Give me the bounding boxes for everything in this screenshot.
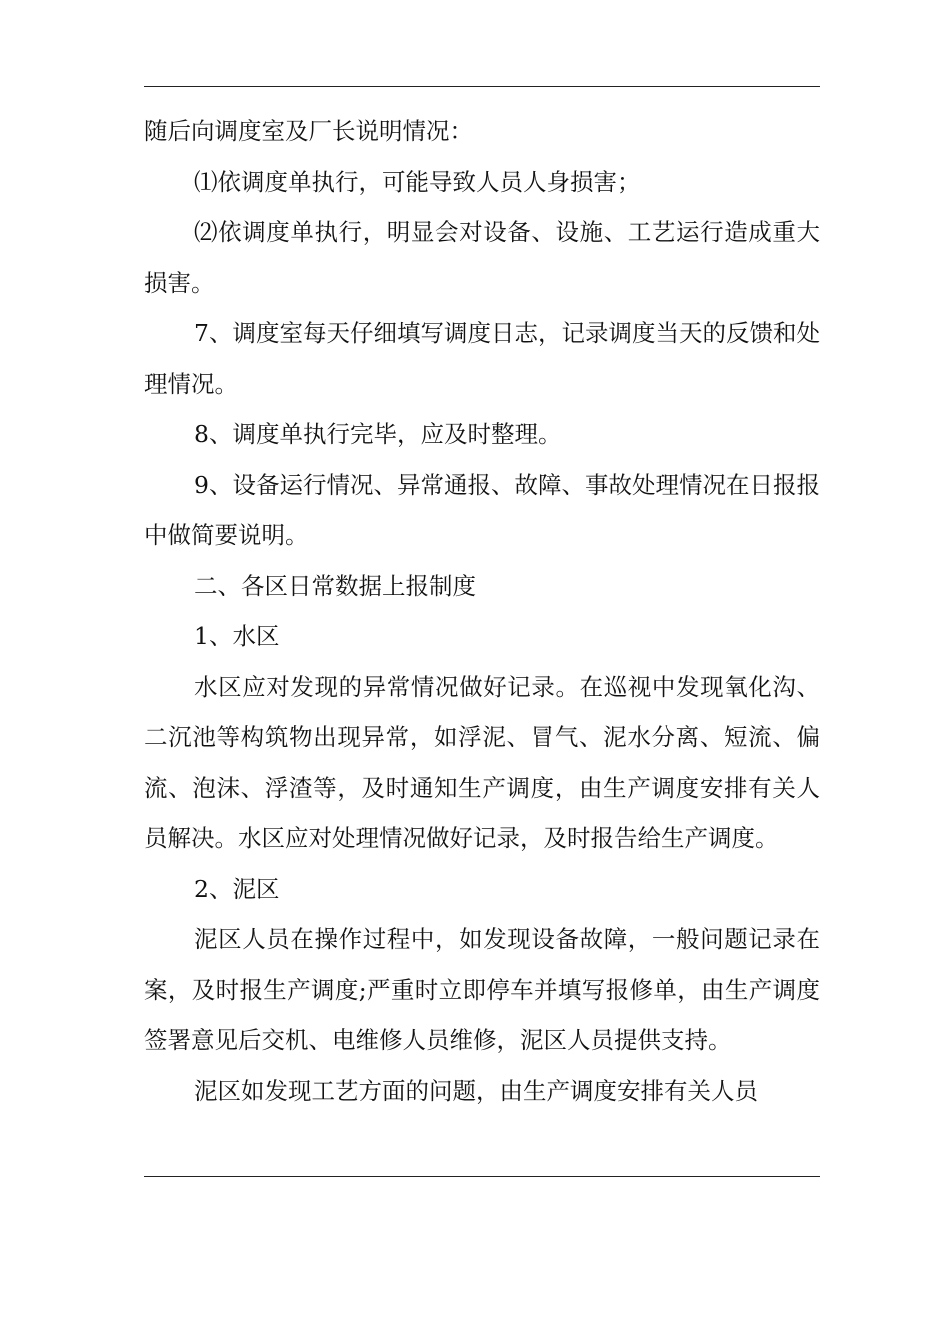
subsection-heading-water: 1、水区 (194, 622, 280, 650)
document-body (144, 106, 820, 1116)
paragraph-rule-8: 8、调度单执行完毕，应及时整理。 (194, 420, 562, 448)
footer-rule (144, 1176, 820, 1177)
subsection-heading-sludge: 2、泥区 (194, 874, 280, 903)
header-rule (144, 86, 820, 87)
paragraph-sludge-area: 泥区人员在操作过程中，如发现设备故障，一般问题记录在案，及时报生产调度;严重时立即停车并填写报修单，由生产调度签署意见后交机、电维修人员维修，泥区人员提供支持。 (144, 925, 820, 1054)
section-heading: 二、各区日常数据上报制度 (194, 571, 476, 600)
paragraph-item-1: ⑴依调度单执行，可能导致人员人身损害； (194, 167, 641, 196)
paragraph-rule-9: 9、设备运行情况、异常通报、故障、事故处理情况在日报报中做简要说明。 (144, 470, 820, 549)
paragraph-water-area: 水区应对发现的异常情况做好记录。在巡视中发现氧化沟、二沉池等构筑物出现异常，如浮泥、冒气、泥水分离、短流、偏流、泡沫、浮渣等，及时通知生产调度，由生产调度安排有关人员解决。水区应对处理情况做好记录，及时报告给生产调度。 (144, 672, 820, 852)
paragraph-sludge-process: 泥区如发现工艺方面的问题，由生产调度安排有关人员 (194, 1076, 758, 1105)
paragraph-item-2: ⑵依调度单执行，明显会对设备、设施、工艺运行造成重大损害。 (144, 218, 820, 297)
paragraph-continuation: 随后向调度室及厂长说明情况： (144, 117, 473, 145)
paragraph-rule-7: 7、调度室每天仔细填写调度日志，记录调度当天的反馈和处理情况。 (144, 319, 820, 398)
